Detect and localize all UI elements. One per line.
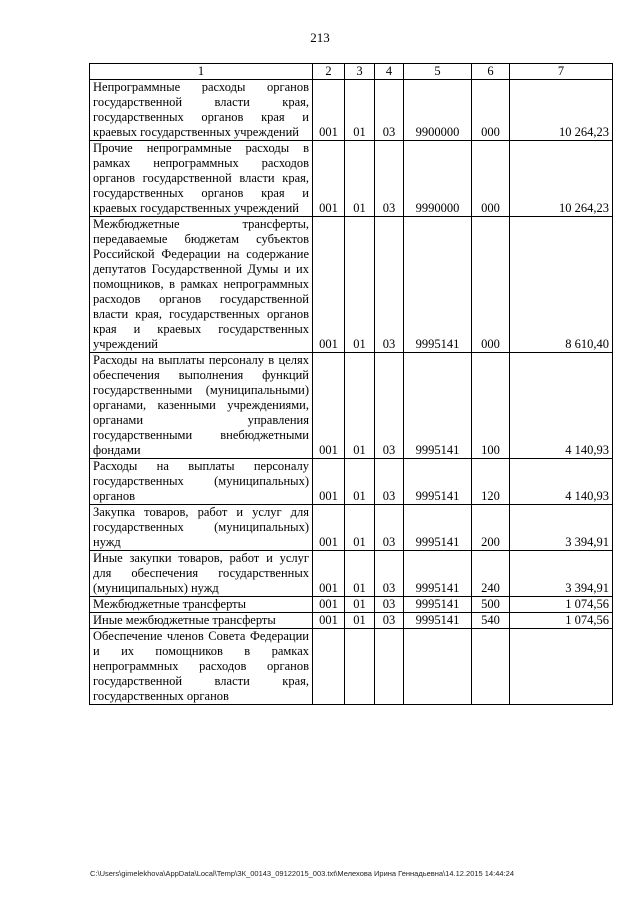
cell-col5: 9995141	[404, 505, 472, 551]
page-number: 213	[310, 30, 330, 45]
cell-amount: 4 140,93	[510, 353, 613, 459]
cell-col4: 03	[375, 217, 404, 353]
table-row	[90, 141, 613, 217]
cell-col6: 000	[472, 80, 510, 141]
row-description: Иные межбюджетные трансферты	[90, 613, 313, 629]
column-header: 6	[472, 64, 510, 80]
cell-amount: 10 264,23	[510, 141, 613, 217]
column-header: 5	[404, 64, 472, 80]
cell-col5: 9995141	[404, 613, 472, 629]
cell-col2: 001	[313, 459, 345, 505]
cell-amount: 1 074,56	[510, 597, 613, 613]
row-description: Обеспечение членов Совета Федерации и их помощников в рамках непрограммных расходов органов государственной власти края, государственных органов	[90, 629, 313, 705]
cell-col6: 200	[472, 505, 510, 551]
cell-col3: 01	[345, 551, 375, 597]
cell-col2: 001	[313, 217, 345, 353]
cell-col3: 01	[345, 613, 375, 629]
budget-table	[89, 63, 613, 705]
cell-col4: 03	[375, 613, 404, 629]
cell-col4: 03	[375, 459, 404, 505]
row-description: Прочие непрограммные расходы в рамках непрограммных расходов органов государственной власти края, государственных органов края и краевых государственных учреждений	[90, 141, 313, 217]
cell-col5	[404, 629, 472, 705]
cell-col3	[345, 629, 375, 705]
cell-amount: 10 264,23	[510, 80, 613, 141]
row-description: Межбюджетные трансферты	[90, 597, 313, 613]
cell-col4: 03	[375, 80, 404, 141]
cell-col2	[313, 629, 345, 705]
cell-col2: 001	[313, 597, 345, 613]
cell-amount: 4 140,93	[510, 459, 613, 505]
row-description: Иные закупки товаров, работ и услуг для обеспечения государственных (муниципальных) нужд	[90, 551, 313, 597]
column-header: 7	[510, 64, 613, 80]
cell-col3: 01	[345, 217, 375, 353]
row-description: Расходы на выплаты персоналу в целях обеспечения выполнения функций государственными (муниципальными) органами, казенными учреждениями, органами управления государственными внебюджетными фондами	[90, 353, 313, 459]
table-row	[90, 217, 613, 353]
table-row	[90, 505, 613, 551]
cell-col6: 000	[472, 141, 510, 217]
cell-col3: 01	[345, 505, 375, 551]
cell-col4: 03	[375, 505, 404, 551]
cell-col4: 03	[375, 353, 404, 459]
row-description: Непрограммные расходы органов государственной власти края, государственных органов края и краевых государственных учреждений	[90, 80, 313, 141]
table-row	[90, 459, 613, 505]
cell-col6	[472, 629, 510, 705]
row-description: Закупка товаров, работ и услуг для государственных (муниципальных) нужд	[90, 505, 313, 551]
row-description: Расходы на выплаты персоналу государственных (муниципальных) органов	[90, 459, 313, 505]
cell-col4: 03	[375, 551, 404, 597]
column-header: 3	[345, 64, 375, 80]
cell-col6: 100	[472, 353, 510, 459]
cell-amount: 8 610,40	[510, 217, 613, 353]
cell-col4: 03	[375, 597, 404, 613]
cell-col6: 000	[472, 217, 510, 353]
cell-col5: 9990000	[404, 141, 472, 217]
cell-col5: 9995141	[404, 459, 472, 505]
cell-col6: 540	[472, 613, 510, 629]
cell-col3: 01	[345, 353, 375, 459]
cell-col2: 001	[313, 505, 345, 551]
cell-col3: 01	[345, 459, 375, 505]
cell-col2: 001	[313, 613, 345, 629]
cell-col6: 240	[472, 551, 510, 597]
cell-col5: 9900000	[404, 80, 472, 141]
column-header: 2	[313, 64, 345, 80]
table-header-row	[90, 64, 613, 80]
cell-col5: 9995141	[404, 217, 472, 353]
cell-col2: 001	[313, 80, 345, 141]
cell-col6: 120	[472, 459, 510, 505]
cell-col2: 001	[313, 353, 345, 459]
table-row	[90, 597, 613, 613]
cell-col3: 01	[345, 80, 375, 141]
table-row	[90, 629, 613, 705]
cell-amount: 3 394,91	[510, 505, 613, 551]
cell-amount: 3 394,91	[510, 551, 613, 597]
cell-col5: 9995141	[404, 353, 472, 459]
row-description: Межбюджетные трансферты, передаваемые бюджетам субъектов Российской Федерации на содержание депутатов Государственной Думы и их помощников, в рамках непрограммных расходов органов государственной власти края, государственных органов края и краевых государственных учреждений	[90, 217, 313, 353]
cell-col2: 001	[313, 551, 345, 597]
table-row	[90, 80, 613, 141]
cell-col3: 01	[345, 141, 375, 217]
table-row	[90, 353, 613, 459]
cell-col3: 01	[345, 597, 375, 613]
cell-col4	[375, 629, 404, 705]
footer-file-path: C:\Users\gimelekhova\AppData\Local\Temp\ЗК_00143_09122015_003.txt\Мелехова Ирина Геннадьевна\14.12.2015 14:44:24	[90, 869, 514, 878]
column-header: 4	[375, 64, 404, 80]
cell-col5: 9995141	[404, 597, 472, 613]
cell-col5: 9995141	[404, 551, 472, 597]
table-row	[90, 613, 613, 629]
table-row	[90, 551, 613, 597]
cell-col2: 001	[313, 141, 345, 217]
column-header: 1	[90, 64, 313, 80]
cell-col4: 03	[375, 141, 404, 217]
cell-col6: 500	[472, 597, 510, 613]
cell-amount	[510, 629, 613, 705]
cell-amount: 1 074,56	[510, 613, 613, 629]
